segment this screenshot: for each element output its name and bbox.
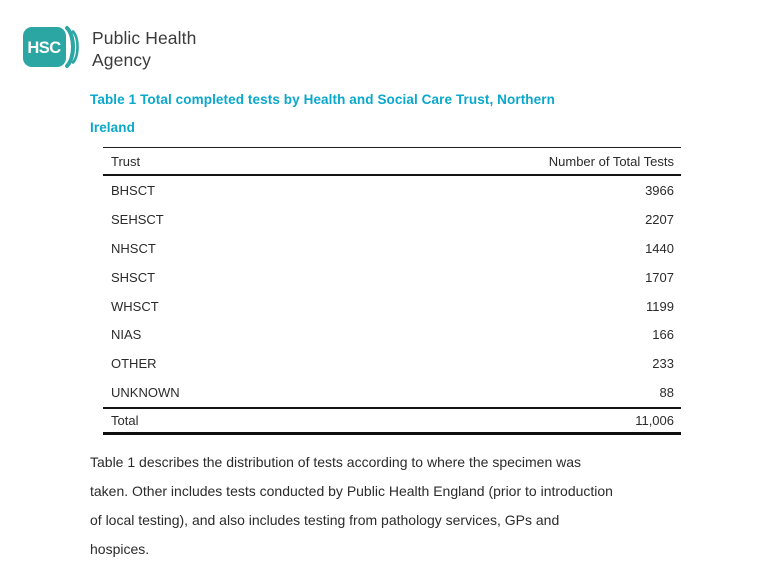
table-description-line: of local testing), and also includes testing from pathology services, GPs and bbox=[90, 512, 560, 528]
table-row bbox=[103, 378, 681, 407]
column-header-total-tests: Number of Total Tests bbox=[548, 153, 674, 169]
table-row bbox=[103, 349, 681, 378]
tests-value: 1440 bbox=[645, 240, 674, 256]
trust-name: WHSCT bbox=[111, 298, 159, 314]
table-title-line2: Ireland bbox=[90, 120, 135, 135]
tests-value: 166 bbox=[652, 327, 674, 343]
trust-name: SHSCT bbox=[111, 269, 156, 285]
table-row bbox=[103, 205, 681, 234]
table-title bbox=[90, 86, 555, 142]
tests-value: 88 bbox=[659, 385, 674, 401]
table-description-line: taken. Other includes tests conducted by Public Health England (prior to introduction bbox=[90, 483, 613, 499]
trust-name: SEHSCT bbox=[111, 211, 164, 227]
pha-brand-header bbox=[22, 23, 196, 71]
column-header-trust: Trust bbox=[111, 153, 141, 169]
table-row bbox=[103, 176, 681, 205]
trust-name: OTHER bbox=[111, 356, 157, 372]
tests-by-trust-table bbox=[103, 147, 681, 435]
trust-name: BHSCT bbox=[111, 182, 156, 198]
table-description-line: hospices. bbox=[90, 541, 150, 557]
org-name-line1: Public Health bbox=[92, 28, 197, 48]
tests-value: 2207 bbox=[645, 211, 674, 227]
hsc-logo-icon bbox=[22, 23, 88, 71]
total-label: Total bbox=[111, 413, 139, 429]
table-description bbox=[90, 448, 730, 564]
table-row bbox=[103, 292, 681, 321]
org-name bbox=[92, 23, 196, 71]
trust-name: UNKNOWN bbox=[111, 385, 180, 401]
table-row bbox=[103, 320, 681, 349]
tests-value: 1707 bbox=[645, 269, 674, 285]
trust-name: NHSCT bbox=[111, 240, 156, 256]
total-value: 11,006 bbox=[635, 413, 674, 429]
org-name-line2: Agency bbox=[92, 49, 151, 70]
hsc-logo-text: HSC bbox=[27, 39, 61, 57]
tests-value: 233 bbox=[652, 356, 674, 372]
trust-name: NIAS bbox=[111, 327, 142, 343]
table-row bbox=[103, 234, 681, 263]
tests-value: 3966 bbox=[645, 182, 674, 198]
table-description-line: Table 1 describes the distribution of tests according to where the specimen was bbox=[90, 454, 582, 470]
table-row bbox=[103, 263, 681, 292]
table-title-line1: Table 1 Total completed tests by Health and Social Care Trust, Northern bbox=[90, 92, 555, 107]
tests-value: 1199 bbox=[646, 298, 674, 314]
table-total-row bbox=[103, 407, 681, 435]
table-header-row bbox=[103, 147, 681, 176]
